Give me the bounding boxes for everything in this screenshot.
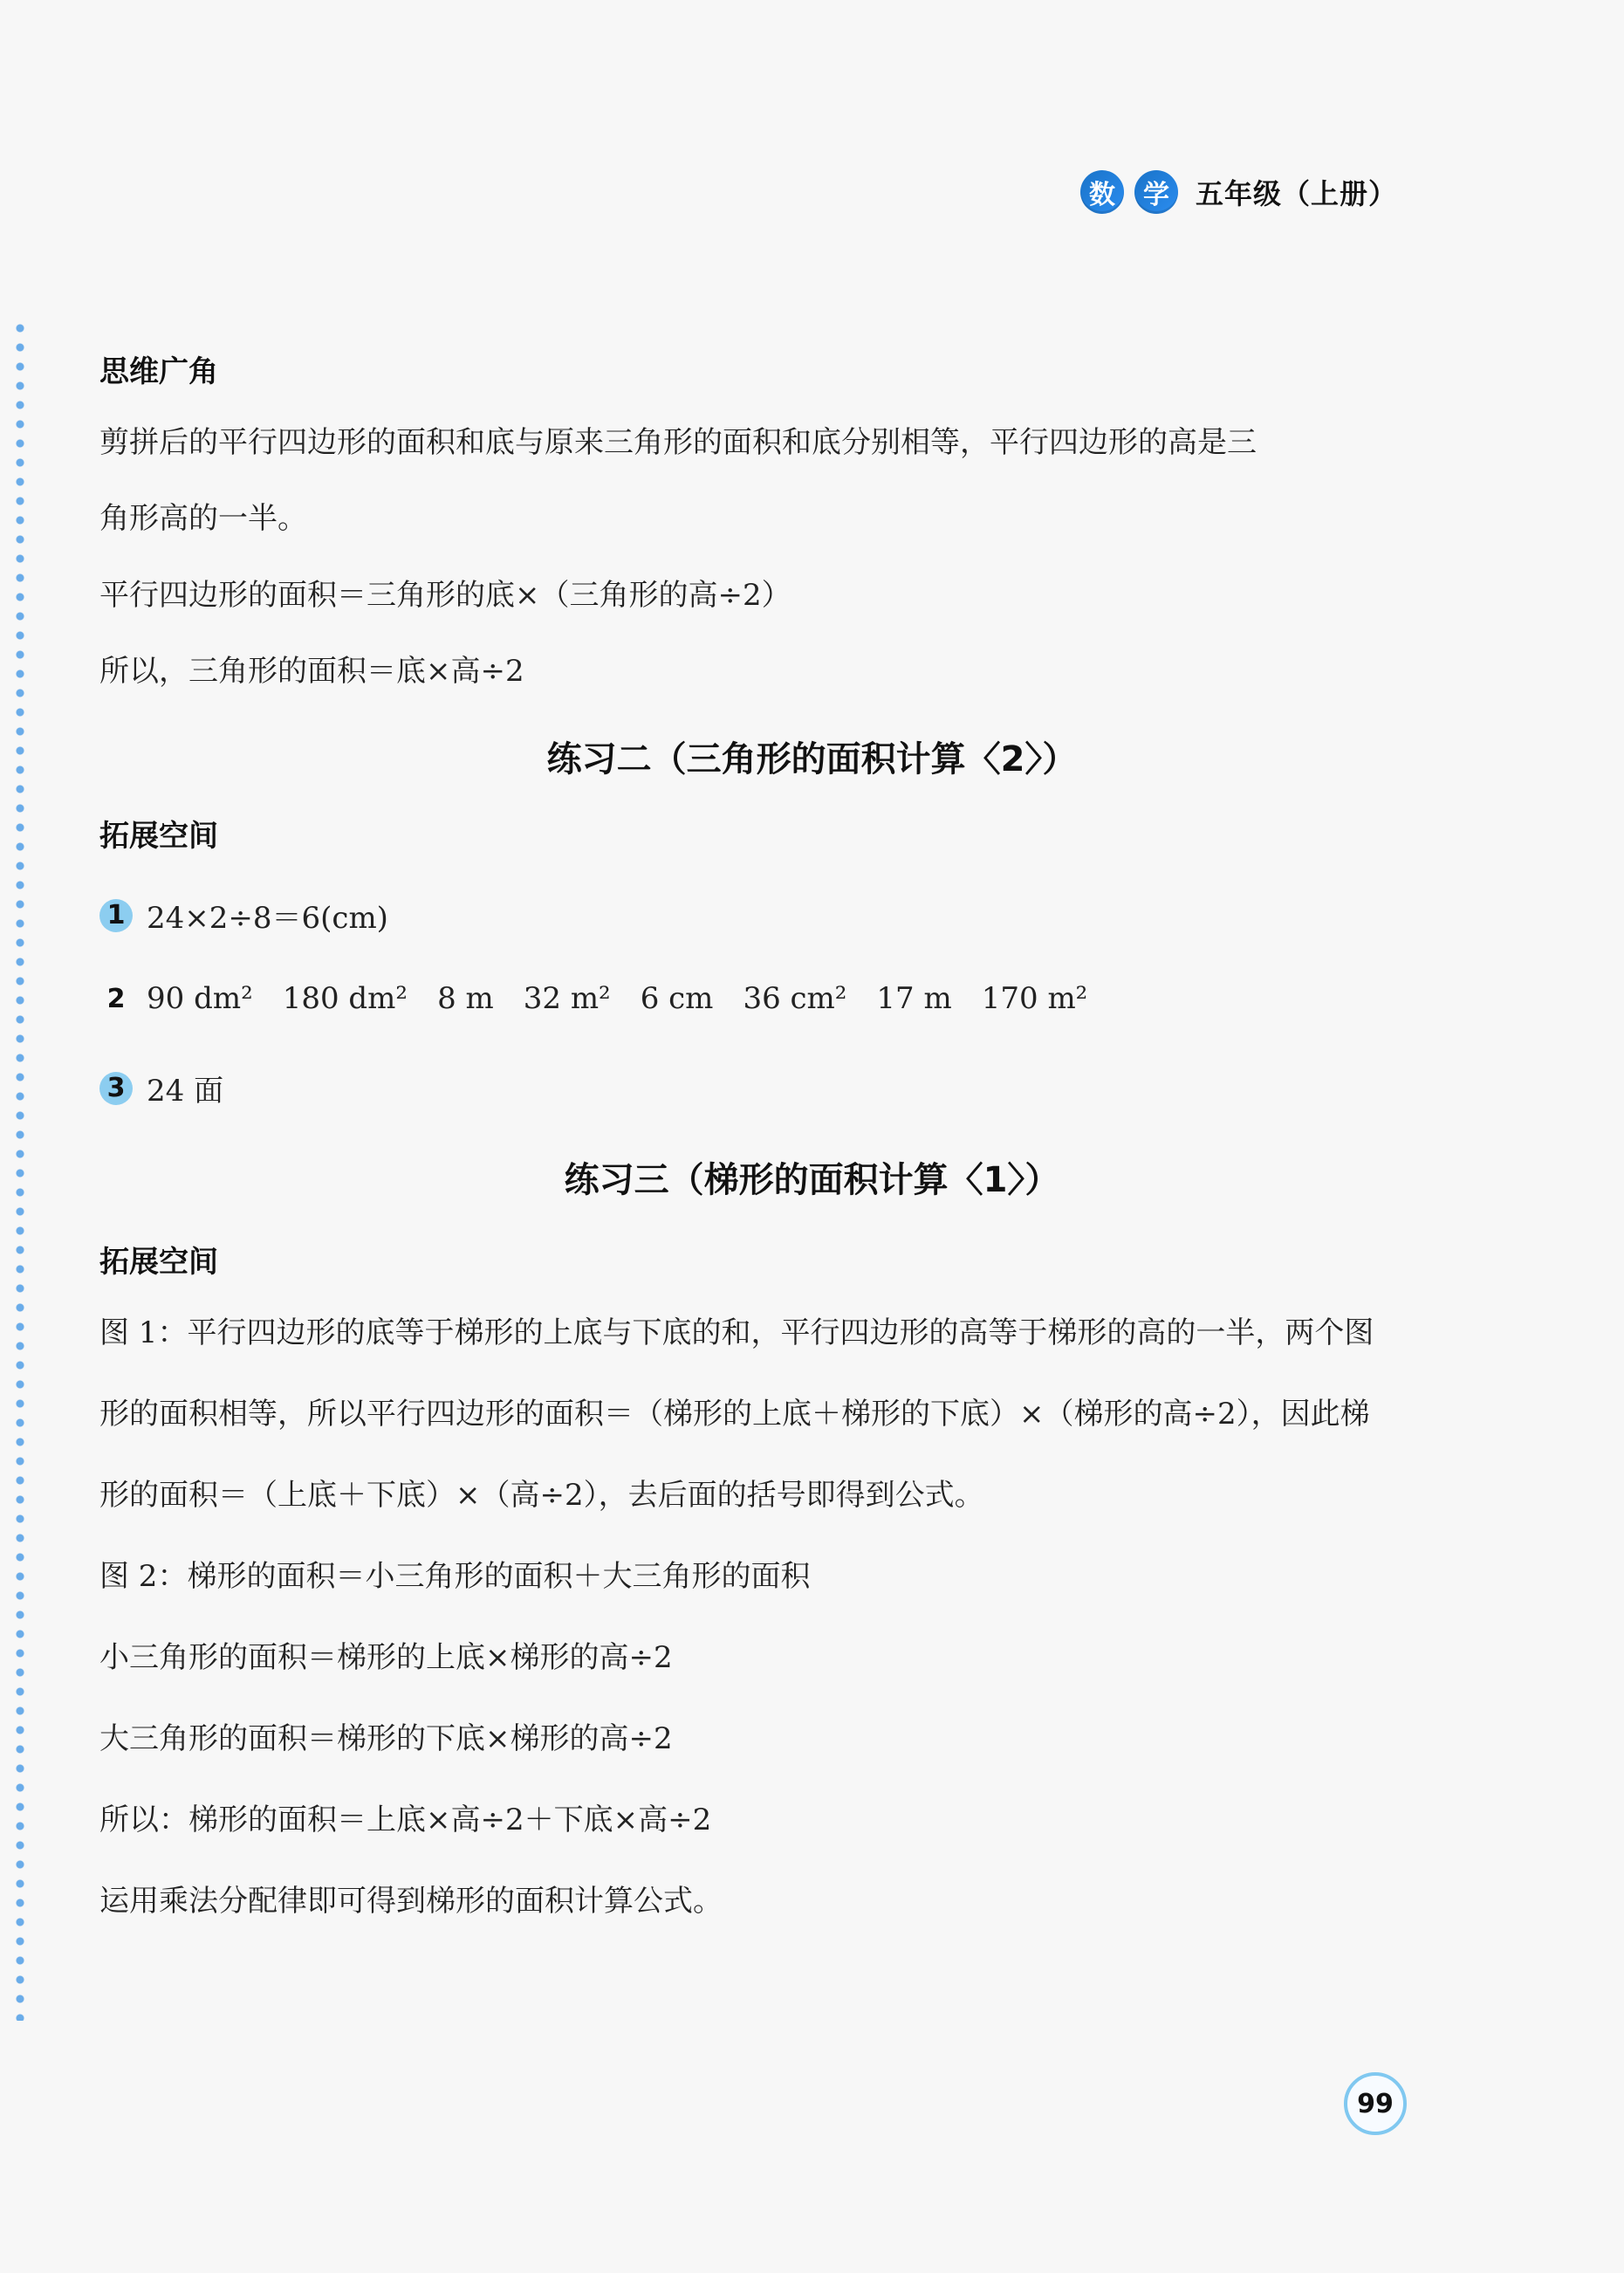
exercise-3-heading: 拓展空间 [99, 1245, 218, 1280]
exercise-2-answer-3 [99, 1067, 223, 1109]
answer-measurement: 36 cm² [743, 981, 847, 1016]
exercise-2-heading: 拓展空间 [99, 819, 218, 854]
thinking-line-1: 剪拼后的平行四边形的面积和底与原来三角形的面积和底分别相等，平行四边形的高是三 [99, 425, 1257, 460]
exercise-3-line-5: 小三角形的面积＝梯形的上底×梯形的高÷2 [99, 1640, 673, 1675]
exercise-2-answer-1 [99, 894, 388, 937]
answer-measurement: 180 dm² [282, 981, 408, 1016]
answer-text: 24 面 [147, 1074, 224, 1109]
answer-measurement: 17 m [876, 981, 952, 1016]
answer-number-badge: 1 [99, 899, 133, 932]
answer-measurement: 8 m [437, 981, 494, 1016]
page-header [1080, 166, 1397, 218]
answer-measurement-list [147, 981, 1087, 1016]
exercise-3-line-7: 所以：梯形的面积＝上底×高÷2＋下底×高÷2 [99, 1803, 712, 1837]
thinking-section-heading: 思维广角 [99, 354, 218, 389]
exercise-2-answer-2 [99, 981, 1087, 1016]
answer-measurement: 32 m² [523, 981, 611, 1016]
exercise-3-line-8: 运用乘法分配律即可得到梯形的面积计算公式。 [99, 1884, 723, 1919]
exercise-3-line-1: 图 1：平行四边形的底等于梯形的上底与下底的和，平行四边形的高等于梯形的高的一半，两个图 [99, 1315, 1374, 1350]
exercise-3-line-6: 大三角形的面积＝梯形的下底×梯形的高÷2 [99, 1721, 673, 1756]
exercise-2-title: 练习二（三角形的面积计算〈2〉） [546, 739, 1078, 779]
thinking-line-3: 平行四边形的面积＝三角形的底×（三角形的高÷2） [99, 578, 791, 613]
exercise-3-line-2: 形的面积相等，所以平行四边形的面积＝（梯形的上底＋梯形的下底）×（梯形的高÷2），因此梯 [99, 1397, 1370, 1432]
answer-text: 24×2÷8＝6(cm) [147, 901, 388, 936]
exercise-3-title: 练习三（梯形的面积计算〈1〉） [564, 1160, 1060, 1200]
answer-number-badge: 3 [99, 1072, 133, 1105]
subject-badge-2: 学 [1134, 170, 1178, 214]
answer-number-badge: 2 [106, 983, 126, 1014]
thinking-line-4: 所以，三角形的面积＝底×高÷2 [99, 654, 524, 689]
answer-measurement: 170 m² [981, 981, 1088, 1016]
answer-measurement: 90 dm² [147, 981, 253, 1016]
grade-label: 五年级（上册） [1196, 177, 1398, 210]
page-number: 99 [1344, 2072, 1407, 2135]
exercise-3-line-3: 形的面积＝（上底＋下底）×（高÷2），去后面的括号即得到公式。 [99, 1478, 984, 1513]
exercise-3-line-4: 图 2：梯形的面积＝小三角形的面积＋大三角形的面积 [99, 1559, 811, 1594]
answer-measurement: 6 cm [640, 981, 714, 1016]
subject-badge-1: 数 [1080, 170, 1124, 214]
thinking-line-2: 角形高的一半。 [99, 501, 307, 536]
